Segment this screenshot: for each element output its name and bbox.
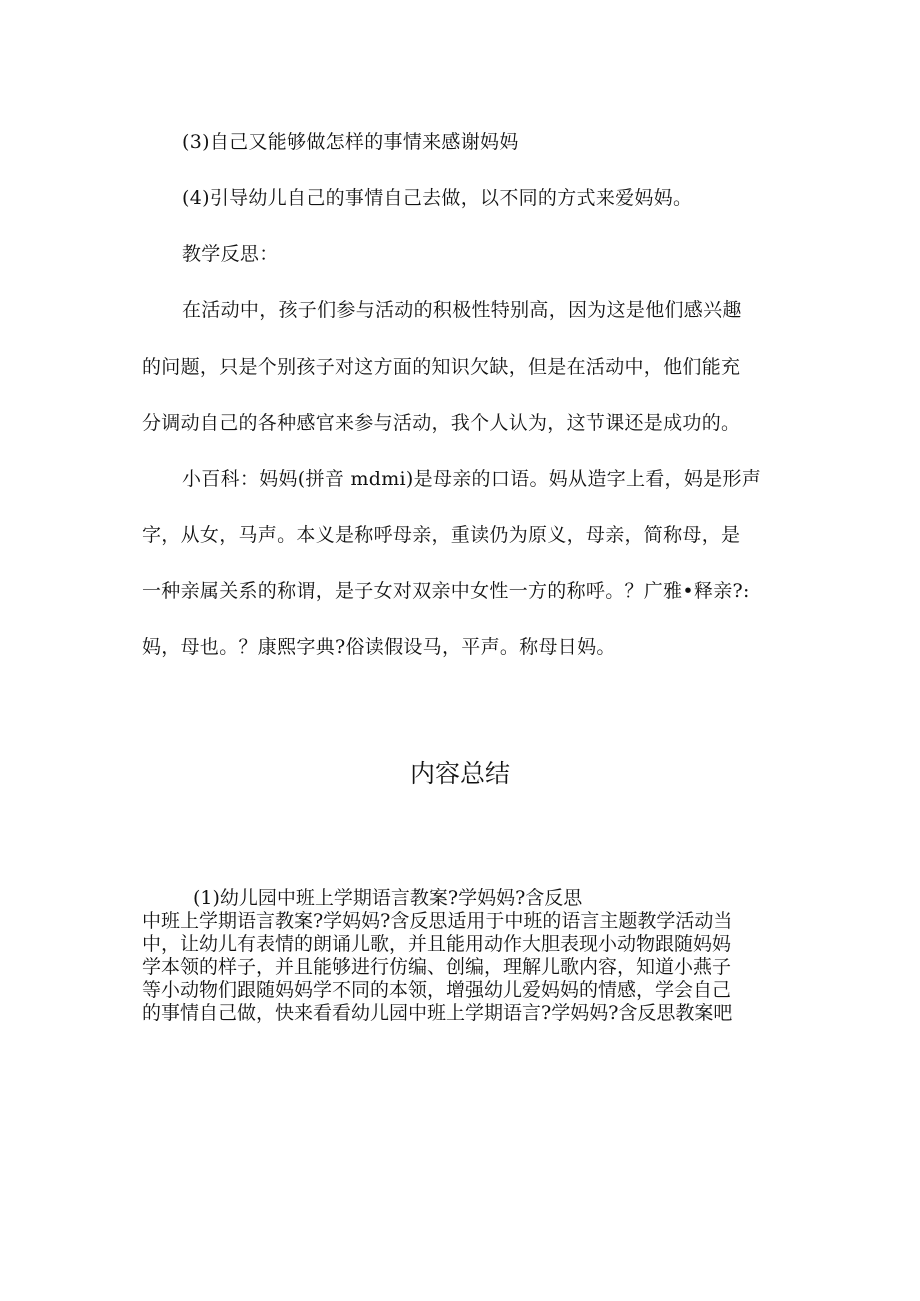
summary-line-3: 中，让幼儿有表情的朗诵儿歌，并且能用动作大胆表现小动物跟随妈妈 <box>142 933 732 955</box>
step-4-line: (4)引导幼儿自己的事情自己去做，以不同的方式来爱妈妈。 <box>182 187 693 209</box>
summary-line-4: 学本领的样子，并且能够进行仿编、创编，理解儿歌内容，知道小燕子 <box>142 956 732 978</box>
reflection-paragraph-line-1: 在活动中，孩子们参与活动的积极性特别高，因为这是他们感兴趣 <box>182 299 742 321</box>
encyclopedia-paragraph-line-1: 小百科：妈妈(拼音 mdmi)是母亲的口语。妈从造字上看，妈是形声 <box>182 468 762 490</box>
summary-line-6: 的事情自己做，快来看看幼儿园中班上学期语言?学妈妈?含反思教案吧 <box>142 1002 733 1024</box>
encyclopedia-paragraph-line-4: 妈，母也。？康熙字典?俗读假设马，平声。称母日妈。 <box>142 636 616 658</box>
reflection-paragraph-line-2: 的问题，只是个别孩子对这方面的知识欠缺，但是在活动中，他们能充 <box>142 356 741 378</box>
reflection-paragraph-line-3: 分调动自己的各种感官来参与活动，我个人认为，这节课还是成功的。 <box>142 412 741 434</box>
encyclopedia-paragraph-line-2: 字，从女，马声。本义是称呼母亲，重读仍为原义，母亲，简称母，是 <box>142 524 741 546</box>
summary-line-1: (1)幼儿园中班上学期语言教案?学妈妈?含反思 <box>193 887 583 909</box>
summary-line-5: 等小动物们跟随妈妈学不同的本领，增强幼儿爱妈妈的情感，学会自己 <box>142 979 732 1001</box>
encyclopedia-paragraph-line-3: 一种亲属关系的称谓，是子女对双亲中女性一方的称呼。？广雅•释亲?: <box>142 580 750 602</box>
summary-line-2: 中班上学期语言教案?学妈妈?含反思适用于中班的语言主题教学活动当 <box>142 910 733 932</box>
reflection-heading: 教学反思： <box>182 243 279 265</box>
summary-heading: 内容总结 <box>409 759 510 788</box>
step-3-line: (3)自己又能够做怎样的事情来感谢妈妈 <box>182 131 519 153</box>
